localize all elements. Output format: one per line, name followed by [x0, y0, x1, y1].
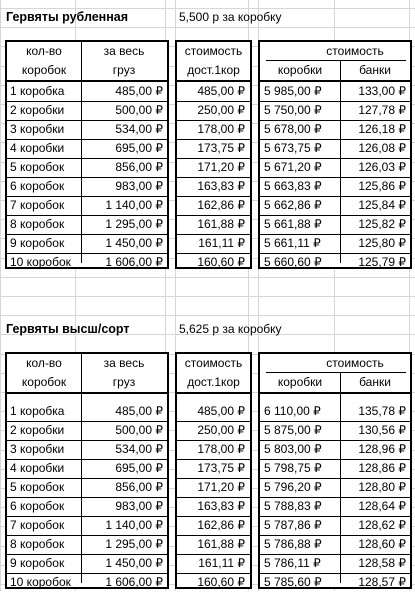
- cell-total[interactable]: 1 606,00 ₽: [105, 575, 163, 589]
- cell-total[interactable]: 1 295,00 ₽: [105, 537, 163, 551]
- cell-qty[interactable]: 10 коробок: [10, 575, 71, 589]
- cell-jar-cost[interactable]: 128,96 ₽: [358, 442, 406, 456]
- cell-jar-cost[interactable]: 126,08 ₽: [358, 141, 406, 155]
- cost-header-jar: банки: [359, 375, 391, 389]
- qty-header-line1: кол-во: [26, 44, 62, 58]
- unit-cost-table: [258, 352, 412, 589]
- cell-per-box[interactable]: 161,11 ₽: [198, 556, 245, 570]
- cell-total[interactable]: 485,00 ₽: [115, 84, 163, 98]
- grid-row-line: [0, 296, 415, 297]
- cell-qty[interactable]: 8 коробок: [10, 537, 65, 551]
- price-per-box-note: 5,625 р за коробку: [179, 322, 282, 336]
- qty-header-line2: коробок: [21, 63, 67, 77]
- cell-total[interactable]: 1 450,00 ₽: [105, 556, 163, 570]
- cell-box-cost[interactable]: 5 798,75 ₽: [264, 461, 322, 475]
- cell-jar-cost[interactable]: 128,58 ₽: [358, 556, 406, 570]
- cell-per-box[interactable]: 485,00 ₽: [197, 404, 245, 418]
- cell-per-box[interactable]: 171,20 ₽: [197, 160, 245, 174]
- cell-qty[interactable]: 4 коробки: [10, 461, 65, 475]
- cell-qty[interactable]: 9 коробок: [10, 236, 65, 250]
- cell-jar-cost[interactable]: 128,86 ₽: [358, 461, 406, 475]
- cell-box-cost[interactable]: 5 796,20 ₽: [264, 480, 322, 494]
- cell-jar-cost[interactable]: 128,64 ₽: [358, 499, 406, 513]
- cost-header-title: стоимость: [326, 44, 384, 58]
- cell-per-box[interactable]: 485,00 ₽: [197, 84, 245, 98]
- cell-total[interactable]: 1 295,00 ₽: [105, 217, 163, 231]
- cell-qty[interactable]: 8 коробок: [10, 217, 65, 231]
- cell-per-box[interactable]: 161,88 ₽: [197, 537, 245, 551]
- cost-header-jar: банки: [359, 63, 391, 77]
- cell-box-cost[interactable]: 5 875,00 ₽: [264, 423, 322, 437]
- cell-box-cost[interactable]: 5 660,60 ₽: [264, 255, 322, 269]
- grid-row-line: [0, 277, 415, 278]
- cell-total[interactable]: 1 140,00 ₽: [105, 518, 163, 532]
- cell-total[interactable]: 856,00 ₽: [115, 160, 163, 174]
- cell-per-box[interactable]: 161,11 ₽: [198, 236, 245, 250]
- cell-box-cost[interactable]: 5 661,11 ₽: [264, 236, 321, 250]
- cell-per-box[interactable]: 250,00 ₽: [197, 423, 245, 437]
- cell-jar-cost[interactable]: 126,03 ₽: [358, 160, 406, 174]
- cell-jar-cost[interactable]: 125,82 ₽: [358, 217, 406, 231]
- cost-header-box: коробки: [277, 375, 323, 389]
- cell-total[interactable]: 534,00 ₽: [115, 122, 163, 136]
- weight-header-line2: груз: [112, 375, 136, 389]
- cell-jar-cost[interactable]: 128,80 ₽: [358, 480, 406, 494]
- cell-jar-cost[interactable]: 125,86 ₽: [358, 179, 406, 193]
- cell-qty[interactable]: 5 коробок: [10, 480, 65, 494]
- cell-per-box[interactable]: 163,83 ₽: [197, 499, 245, 513]
- delivery-cost-table: [175, 352, 252, 589]
- cell-total[interactable]: 695,00 ₽: [115, 461, 163, 475]
- cell-total[interactable]: 983,00 ₽: [115, 179, 163, 193]
- cell-box-cost[interactable]: 5 662,86 ₽: [264, 198, 322, 212]
- cell-total[interactable]: 983,00 ₽: [115, 499, 163, 513]
- delivery-header-line2: дост.1кор: [187, 63, 240, 77]
- cell-box-cost[interactable]: 5 803,00 ₽: [264, 442, 322, 456]
- qty-header-line1: кол-во: [26, 356, 62, 370]
- cell-jar-cost[interactable]: 128,62 ₽: [358, 518, 406, 532]
- delivery-header-line2: дост.1кор: [187, 375, 240, 389]
- cell-per-box[interactable]: 162,86 ₽: [197, 518, 245, 532]
- weight-header-line2: груз: [112, 63, 136, 77]
- cell-per-box[interactable]: 160,60 ₽: [197, 575, 245, 589]
- delivery-cost-table: [175, 40, 252, 269]
- weight-header-line1: за весь: [103, 44, 145, 58]
- cell-total[interactable]: 856,00 ₽: [115, 480, 163, 494]
- qty-weight-table: [5, 40, 169, 269]
- cell-qty[interactable]: 1 коробка: [10, 84, 65, 98]
- cell-box-cost[interactable]: 5 787,86 ₽: [264, 518, 322, 532]
- cell-total[interactable]: 485,00 ₽: [115, 404, 163, 418]
- cell-box-cost[interactable]: 5 661,88 ₽: [264, 217, 322, 231]
- cell-per-box[interactable]: 163,83 ₽: [197, 179, 245, 193]
- cell-jar-cost[interactable]: 133,00 ₽: [358, 84, 406, 98]
- cell-jar-cost[interactable]: 130,56 ₽: [358, 423, 406, 437]
- cell-qty[interactable]: 10 коробок: [10, 255, 71, 269]
- cell-total[interactable]: 1 140,00 ₽: [105, 198, 163, 212]
- cell-per-box[interactable]: 161,88 ₽: [197, 217, 245, 231]
- cell-qty[interactable]: 3 коробки: [10, 442, 65, 456]
- cell-per-box[interactable]: 171,20 ₽: [197, 480, 245, 494]
- cell-per-box[interactable]: 250,00 ₽: [197, 103, 245, 117]
- weight-header-line1: за весь: [103, 356, 145, 370]
- cell-per-box[interactable]: 160,60 ₽: [197, 255, 245, 269]
- qty-weight-table: [5, 352, 169, 589]
- price-per-box-note: 5,500 р за коробку: [179, 10, 282, 24]
- cell-total[interactable]: 695,00 ₽: [115, 141, 163, 155]
- section-title: Гервяты высш/сорт: [6, 322, 130, 336]
- cell-jar-cost[interactable]: 125,79 ₽: [358, 255, 406, 269]
- grid-row-line: [0, 27, 415, 28]
- delivery-header-line1: стоимость: [184, 44, 243, 58]
- grid-row-line: [0, 315, 415, 316]
- cell-jar-cost[interactable]: 125,80 ₽: [358, 236, 406, 250]
- cell-per-box[interactable]: 178,00 ₽: [197, 442, 245, 456]
- cell-box-cost[interactable]: 5 750,00 ₽: [264, 103, 322, 117]
- cell-box-cost[interactable]: 5 663,83 ₽: [264, 179, 322, 193]
- cell-qty[interactable]: 7 коробок: [10, 198, 65, 212]
- cell-qty[interactable]: 6 коробок: [10, 179, 65, 193]
- cell-total[interactable]: 500,00 ₽: [115, 103, 163, 117]
- cell-jar-cost[interactable]: 128,60 ₽: [358, 537, 406, 551]
- cell-box-cost[interactable]: 5 678,00 ₽: [264, 122, 322, 136]
- cell-qty[interactable]: 3 коробки: [10, 122, 65, 136]
- cell-qty[interactable]: 5 коробок: [10, 160, 65, 174]
- cell-qty[interactable]: 4 коробки: [10, 141, 65, 155]
- cell-box-cost[interactable]: 5 985,00 ₽: [264, 84, 322, 98]
- unit-cost-table: [258, 40, 412, 269]
- delivery-header-line1: стоимость: [184, 356, 243, 370]
- cell-box-cost[interactable]: 5 785,60 ₽: [264, 575, 322, 589]
- section-title: Гервяты рубленная: [6, 10, 129, 24]
- cell-total[interactable]: 1 606,00 ₽: [105, 255, 163, 269]
- cell-per-box[interactable]: 162,86 ₽: [197, 198, 245, 212]
- cell-per-box[interactable]: 173,75 ₽: [197, 461, 245, 475]
- cell-total[interactable]: 500,00 ₽: [115, 423, 163, 437]
- cell-jar-cost[interactable]: 128,57 ₽: [358, 575, 406, 589]
- cell-box-cost[interactable]: 5 673,75 ₽: [264, 141, 322, 155]
- cell-jar-cost[interactable]: 126,18 ₽: [358, 122, 406, 136]
- cell-total[interactable]: 534,00 ₽: [115, 442, 163, 456]
- cell-box-cost[interactable]: 5 788,83 ₽: [264, 499, 322, 513]
- cell-qty[interactable]: 2 коробки: [10, 423, 65, 437]
- cell-jar-cost[interactable]: 125,84 ₽: [358, 198, 406, 212]
- cost-header-title: стоимость: [326, 356, 384, 370]
- cell-jar-cost[interactable]: 127,78 ₽: [358, 103, 406, 117]
- cell-box-cost[interactable]: 5 786,88 ₽: [264, 537, 322, 551]
- cell-qty[interactable]: 7 коробок: [10, 518, 65, 532]
- cell-box-cost[interactable]: 5 671,20 ₽: [264, 160, 322, 174]
- cost-header-box: коробки: [277, 63, 323, 77]
- cell-per-box[interactable]: 173,75 ₽: [197, 141, 245, 155]
- cell-qty[interactable]: 1 коробка: [10, 404, 65, 418]
- cell-qty[interactable]: 6 коробок: [10, 499, 65, 513]
- cell-jar-cost[interactable]: 135,78 ₽: [358, 404, 406, 418]
- cell-per-box[interactable]: 178,00 ₽: [197, 122, 245, 136]
- cell-box-cost[interactable]: 6 110,00 ₽: [264, 404, 321, 418]
- cell-total[interactable]: 1 450,00 ₽: [105, 236, 163, 250]
- cell-qty[interactable]: 9 коробок: [10, 556, 65, 570]
- cell-box-cost[interactable]: 5 786,11 ₽: [264, 556, 321, 570]
- cell-qty[interactable]: 2 коробки: [10, 103, 65, 117]
- qty-header-line2: коробок: [21, 375, 67, 389]
